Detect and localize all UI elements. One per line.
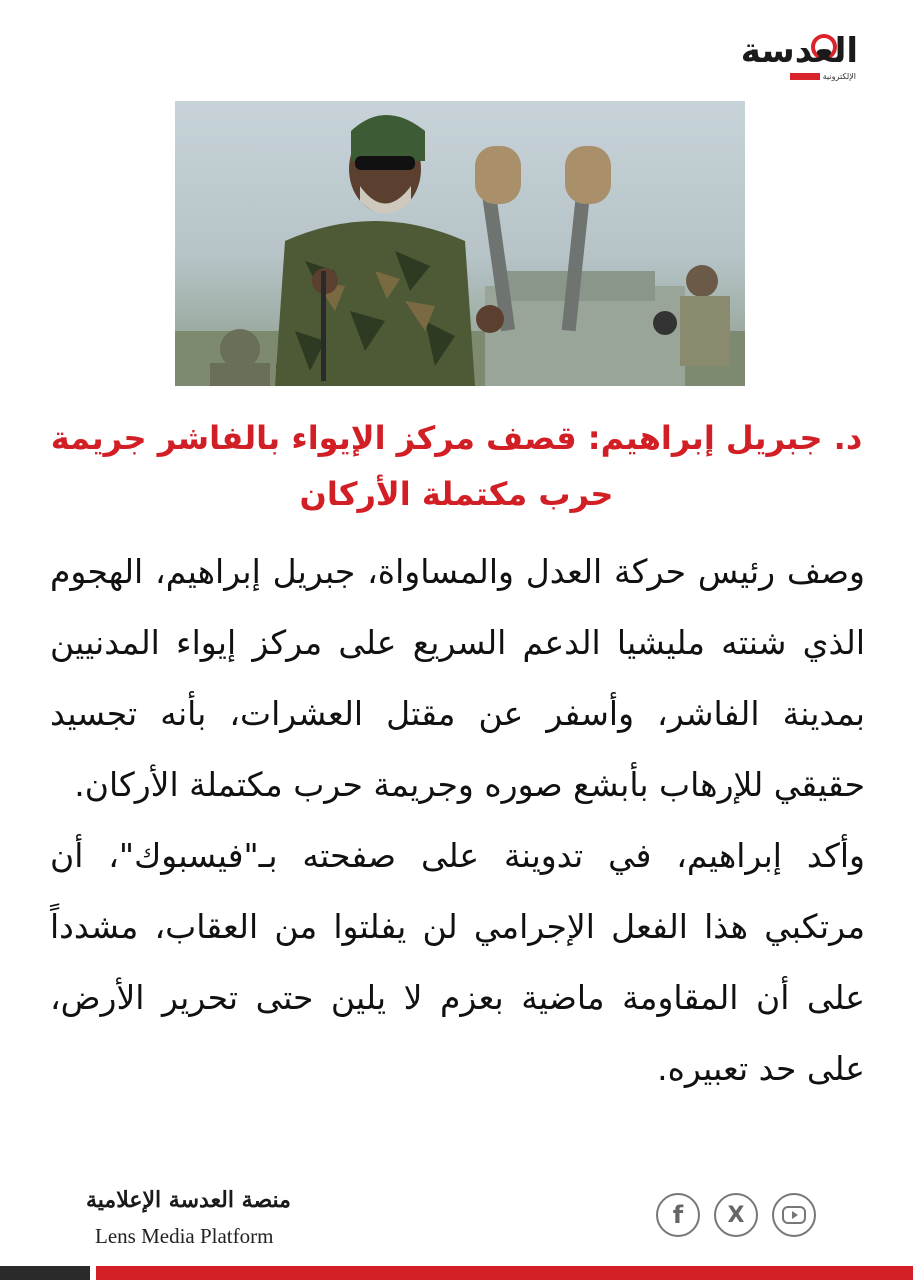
facebook-icon[interactable]: f: [656, 1193, 700, 1237]
logo-text: العدسة: [740, 31, 858, 71]
footer-strip-red: [96, 1266, 913, 1280]
brand-name-arabic: منصة العدسة الإعلامية: [86, 1187, 291, 1213]
brand-name-english: Lens Media Platform: [95, 1224, 274, 1248]
article-paragraph-1: وصف رئيس حركة العدل والمساواة، جبريل إبراهيم، الهجوم الذي شنته مليشيا الدعم السريع على مركز إيواء المدنيين بمدينة الفاشر، وأسفر عن مقتل العشرات، بأنه تجسيد حقيقي للإرهاب بأبشع صوره وجريمة حرب مكتملة الأركان.: [50, 552, 865, 804]
news-photo: [175, 101, 745, 386]
article-body: [50, 536, 865, 1104]
site-logo: [728, 30, 858, 86]
footer-strip-dark: [0, 1266, 90, 1280]
logo-tagline: الإلكترونية: [790, 72, 856, 82]
article-paragraph-2: وأكد إبراهيم، في تدوينة على صفحته بـ"فيسبوك"، أن مرتكبي هذا الفعل الإجرامي لن يفلتوا من العقاب، مشدداً على أن المقاومة ماضية بعزم لا يلين حتى تحرير الأرض، على حد تعبيره.: [50, 836, 865, 1088]
x-icon[interactable]: X: [714, 1193, 758, 1237]
article-headline: د. جبريل إبراهيم: قصف مركز الإيواء بالفاشر جريمة حرب مكتملة الأركان: [50, 419, 863, 513]
youtube-icon[interactable]: [772, 1193, 816, 1237]
